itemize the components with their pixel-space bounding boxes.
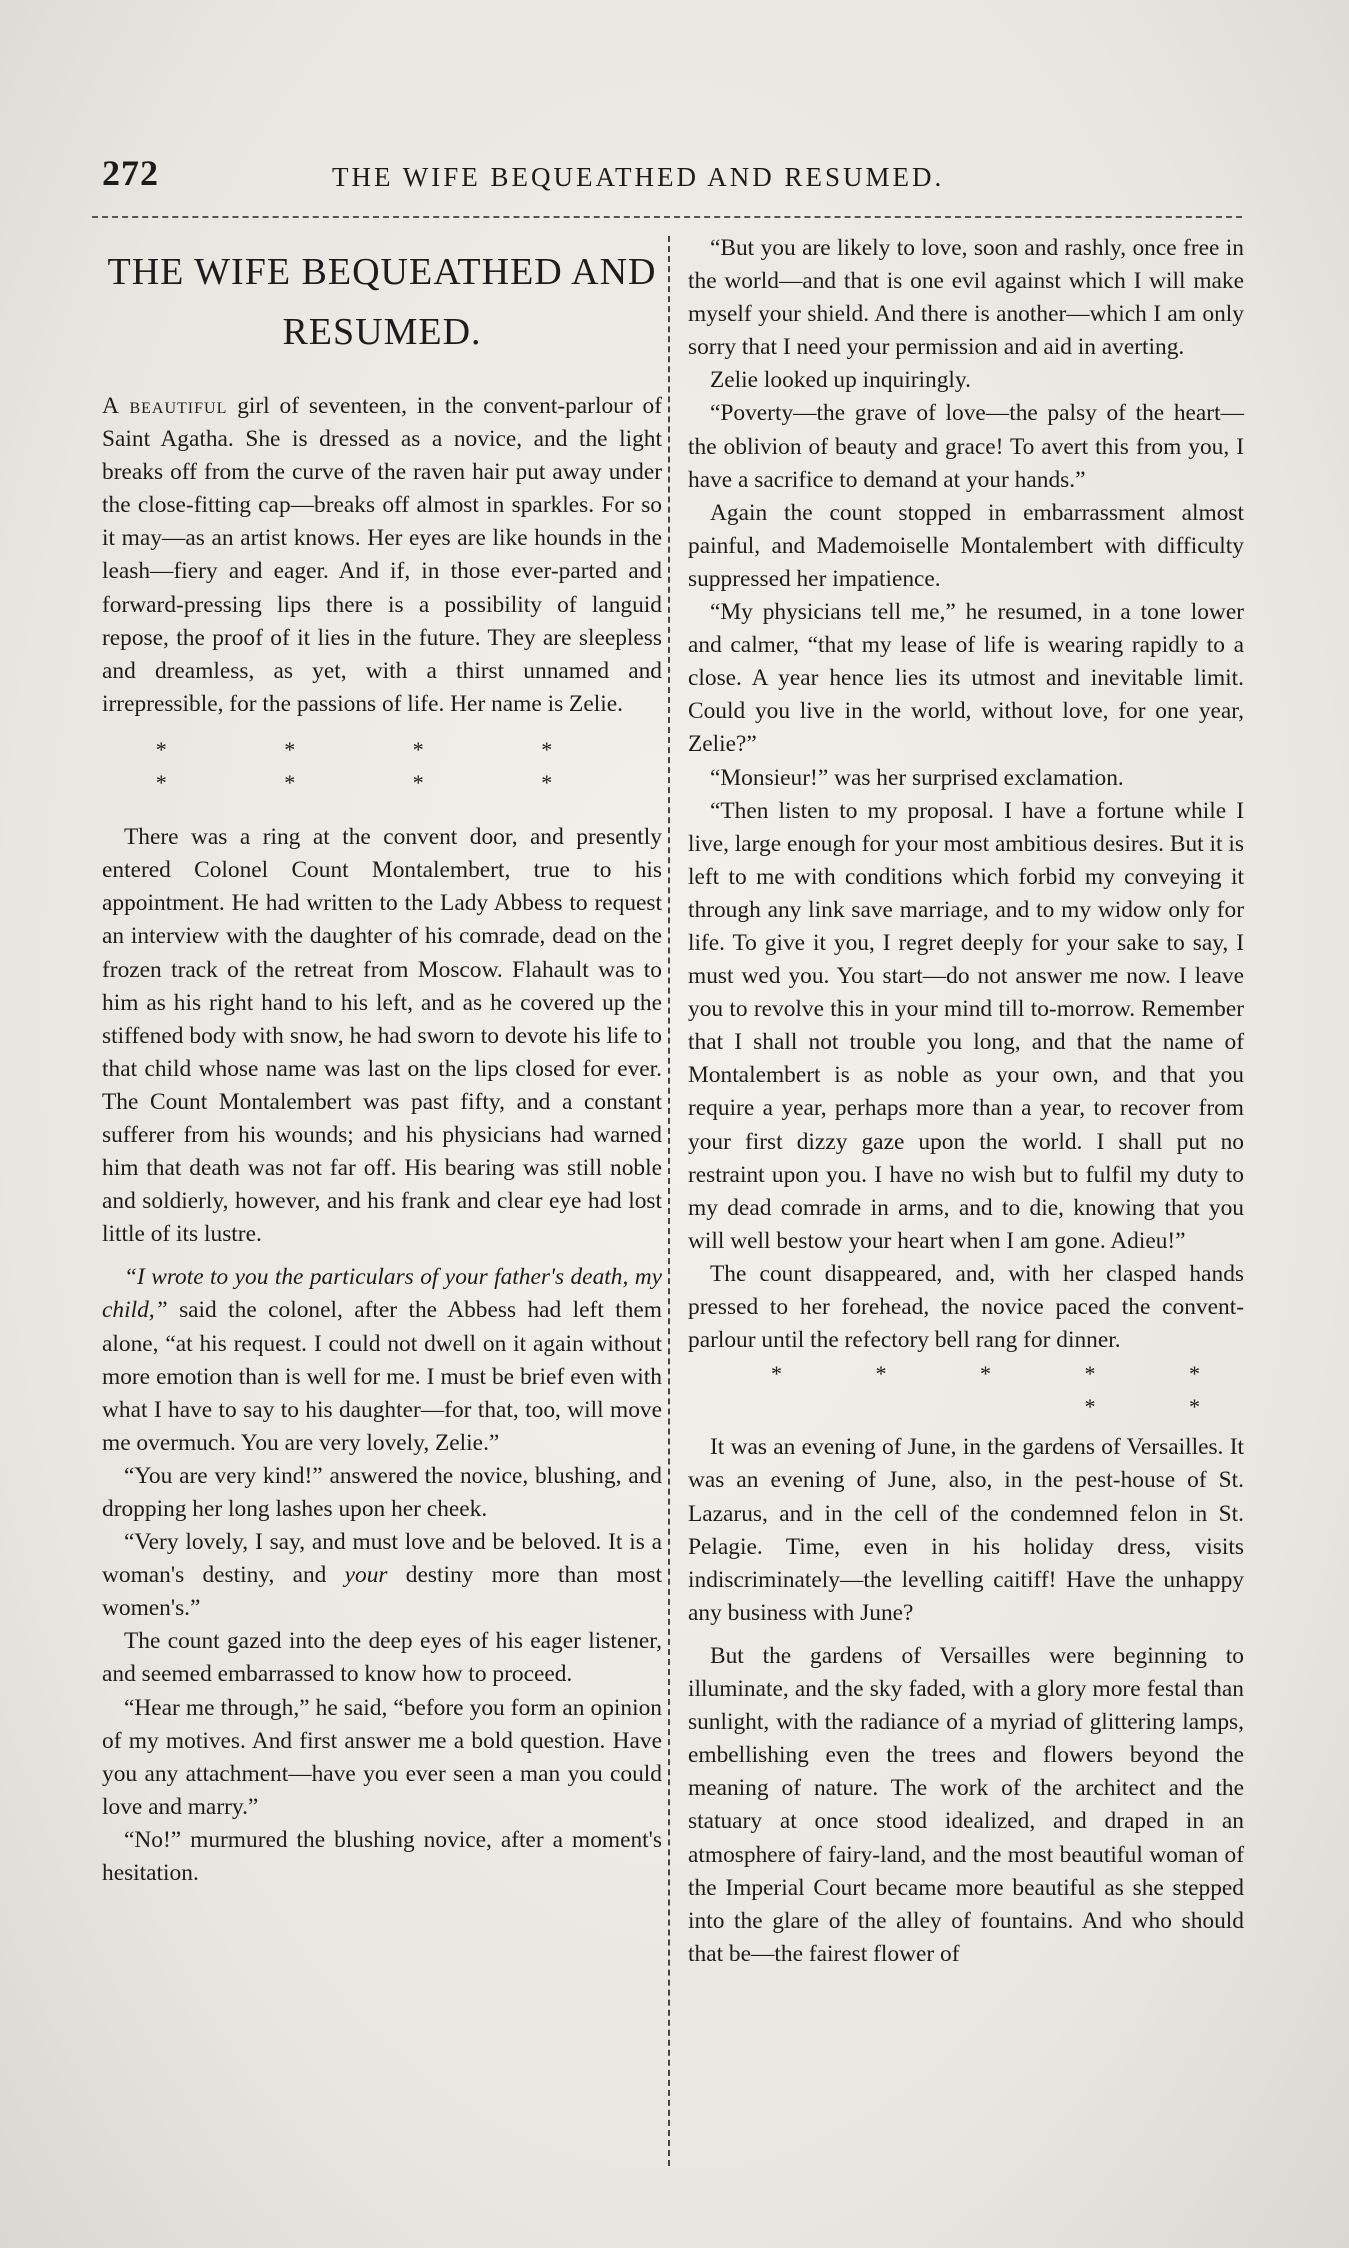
paragraph-part: destiny more than most women's.” [102, 1562, 662, 1622]
header-rule [92, 216, 1242, 218]
paragraph: There was a ring at the convent door, and presently entered Colonel Count Montalembert, true to his appointment. He had written to the Lady Abbess to request an interview with the daughter of his comrade, dead on the frozen track of the retreat from Moscow. Flahault was to him as his right hand to his left, and as he covered up the stiffened body with snow, he had sworn to devote his life to that child whose name was last on the lips closed for ever. The Count Montalembert was past fifty, and a constant sufferer from his wounds; and his physicians had warned him that death was not far off. His bearing was still noble and soldierly, however, and his frank and clear eye had lost little of its lustre. [102, 824, 662, 1248]
paragraph: But the gardens of Versailles were beginning to illuminate, and the sky faded, with a glory more festal than sunlight, with the radiance of a myriad of glittering lamps, embellishing even the trees and flowers beyond the meaning of nature. The work of the architect and the statuary at once stood idealized, and draped in an atmosphere of fairy-land, and the most beautiful woman of the Imperial Court became more beautiful as she stepped into the glare of the alley of fountains. And who should that be—the fairest flower of [688, 1642, 1244, 1967]
paragraph [102, 1526, 662, 1625]
paragraph-italic-part: “I wrote to you the particulars of your father's death, my child,” [102, 1264, 662, 1324]
paragraph: It was an evening of June, in the gardens of Versailles. It was an evening of June, also, in the pest-house of St. Lazarus, and in the cell of the condemned felon in St. Pelagie. Time, even in his holiday dress, visits indiscriminately—the levelling caitiff! Have the unhappy any business with June? [688, 1434, 1244, 1626]
opening-lead-words: A beautiful [102, 393, 228, 419]
opening-text: girl of seventeen, in the convent-parlour of Saint Agatha. She is dressed as a novice, and the light breaks off from the curve of the raven hair put away under the close-fitting cap—breaks off almost in sparkles. For so it may—as an artist knows. Her eyes are like hounds in the leash—fiery and eager. And if, in those ever-parted and forward-pressing lips there is a possibility of languid repose, the proof of it lies in the future. They are sleepless and dreamless, as yet, with a thirst unnamed and irrepressible, for the passions of life. Her name is Zelie. [102, 393, 662, 717]
paragraph: The count gazed into the deep eyes of his eager listener, and seemed embarrassed to know how to proceed. [102, 1628, 662, 1688]
running-head: THE WIFE BEQUEATHED AND RESUMED. [332, 162, 945, 192]
paragraph: “No!” murmured the blushing novice, after a moment's hesitation. [102, 1826, 662, 1887]
section-break-stars: * * * * * * * * [155, 736, 609, 796]
paragraph: “Poverty—the grave of love—the palsy of the heart—the oblivion of beauty and grace! To avert this from you, I have a sacrifice to demand at your hands.” [688, 400, 1244, 493]
paragraph: “You are very kind!” answered the novice, blushing, and dropping her long lashes upon her cheek. [102, 1462, 662, 1522]
column-divider [668, 236, 670, 2166]
paragraph-part: “Very lovely, I say, and must love and be beloved. It is a woman's destiny, and [102, 1529, 662, 1589]
emphasis-word: your [344, 1562, 388, 1589]
paragraph [102, 1261, 662, 1460]
article-title-line-1: THE WIFE BEQUEATHED AND [107, 251, 657, 293]
paragraph-part: said the colonel, after the Abbess had left them alone, “at his request. I could not dwell on it again without more emotion than is well for me. I must be brief even with what I have to say to his daughter—for that, too, will move me overmuch. You are very lovely, Zelie.” [102, 1297, 662, 1456]
paragraph-opening [102, 390, 662, 721]
article-title-line-2: RESUMED. [282, 311, 482, 353]
paragraph: “Hear me through,” he said, “before you form an opinion of my motives. And first answer me a bold question. Have you any attachment—have you ever seen a man you could love and marry.” [102, 1694, 662, 1820]
article-title [102, 242, 662, 362]
left-column [102, 232, 662, 1890]
paragraph: “But you are likely to love, soon and rashly, once free in the world—and that is one evil against which I will make myself your shield. And there is another—which I am only sorry that I need your permission and aid in averting. [688, 235, 1244, 361]
right-column [688, 232, 1244, 1971]
page-number: 272 [102, 153, 159, 193]
paragraph: “My physicians tell me,” he resumed, in a tone lower and calmer, “that my lease of life is wearing rapidly to a close. A year hence lies its utmost and inevitable limit. Could you live in the world, without love, for one year, Zelie?” [688, 599, 1244, 758]
paragraph: Again the count stopped in embarrassment almost painful, and Mademoiselle Montalembert with difficulty suppressed her impatience. [688, 499, 1244, 592]
paragraph: “Monsieur!” was her surprised exclamation. [710, 764, 1124, 791]
section-break-stars: * * * * * * * [771, 1361, 1244, 1420]
page-header [100, 152, 1250, 202]
paragraph: Zelie looked up inquiringly. [710, 367, 971, 394]
paragraph: The count disappeared, and, with her clasped hands pressed to her forehead, the novice paced the convent-parlour until the refectory bell rang for dinner. [688, 1260, 1244, 1354]
paragraph: “Then listen to my proposal. I have a fortune while I live, large enough for your most ambitious desires. But it is left to me with conditions which forbid my conveying it through any link save marriage, and to my widow only for life. To give it you, I regret deeply for your sake to say, I must wed you. You start—do not answer me now. I leave you to revolve this in your mind till to-morrow. Remember that I shall not trouble you long, and that the name of Montalembert is as noble as your own, and that you require a year, perhaps more than a year, to recover from your first dizzy gaze upon the world. I shall put no restraint upon you. I have no wish but to fulfil my duty to my dead comrade in arms, and to die, knowing that you will well bestow your heart when I am gone. Adieu!” [688, 797, 1244, 1254]
